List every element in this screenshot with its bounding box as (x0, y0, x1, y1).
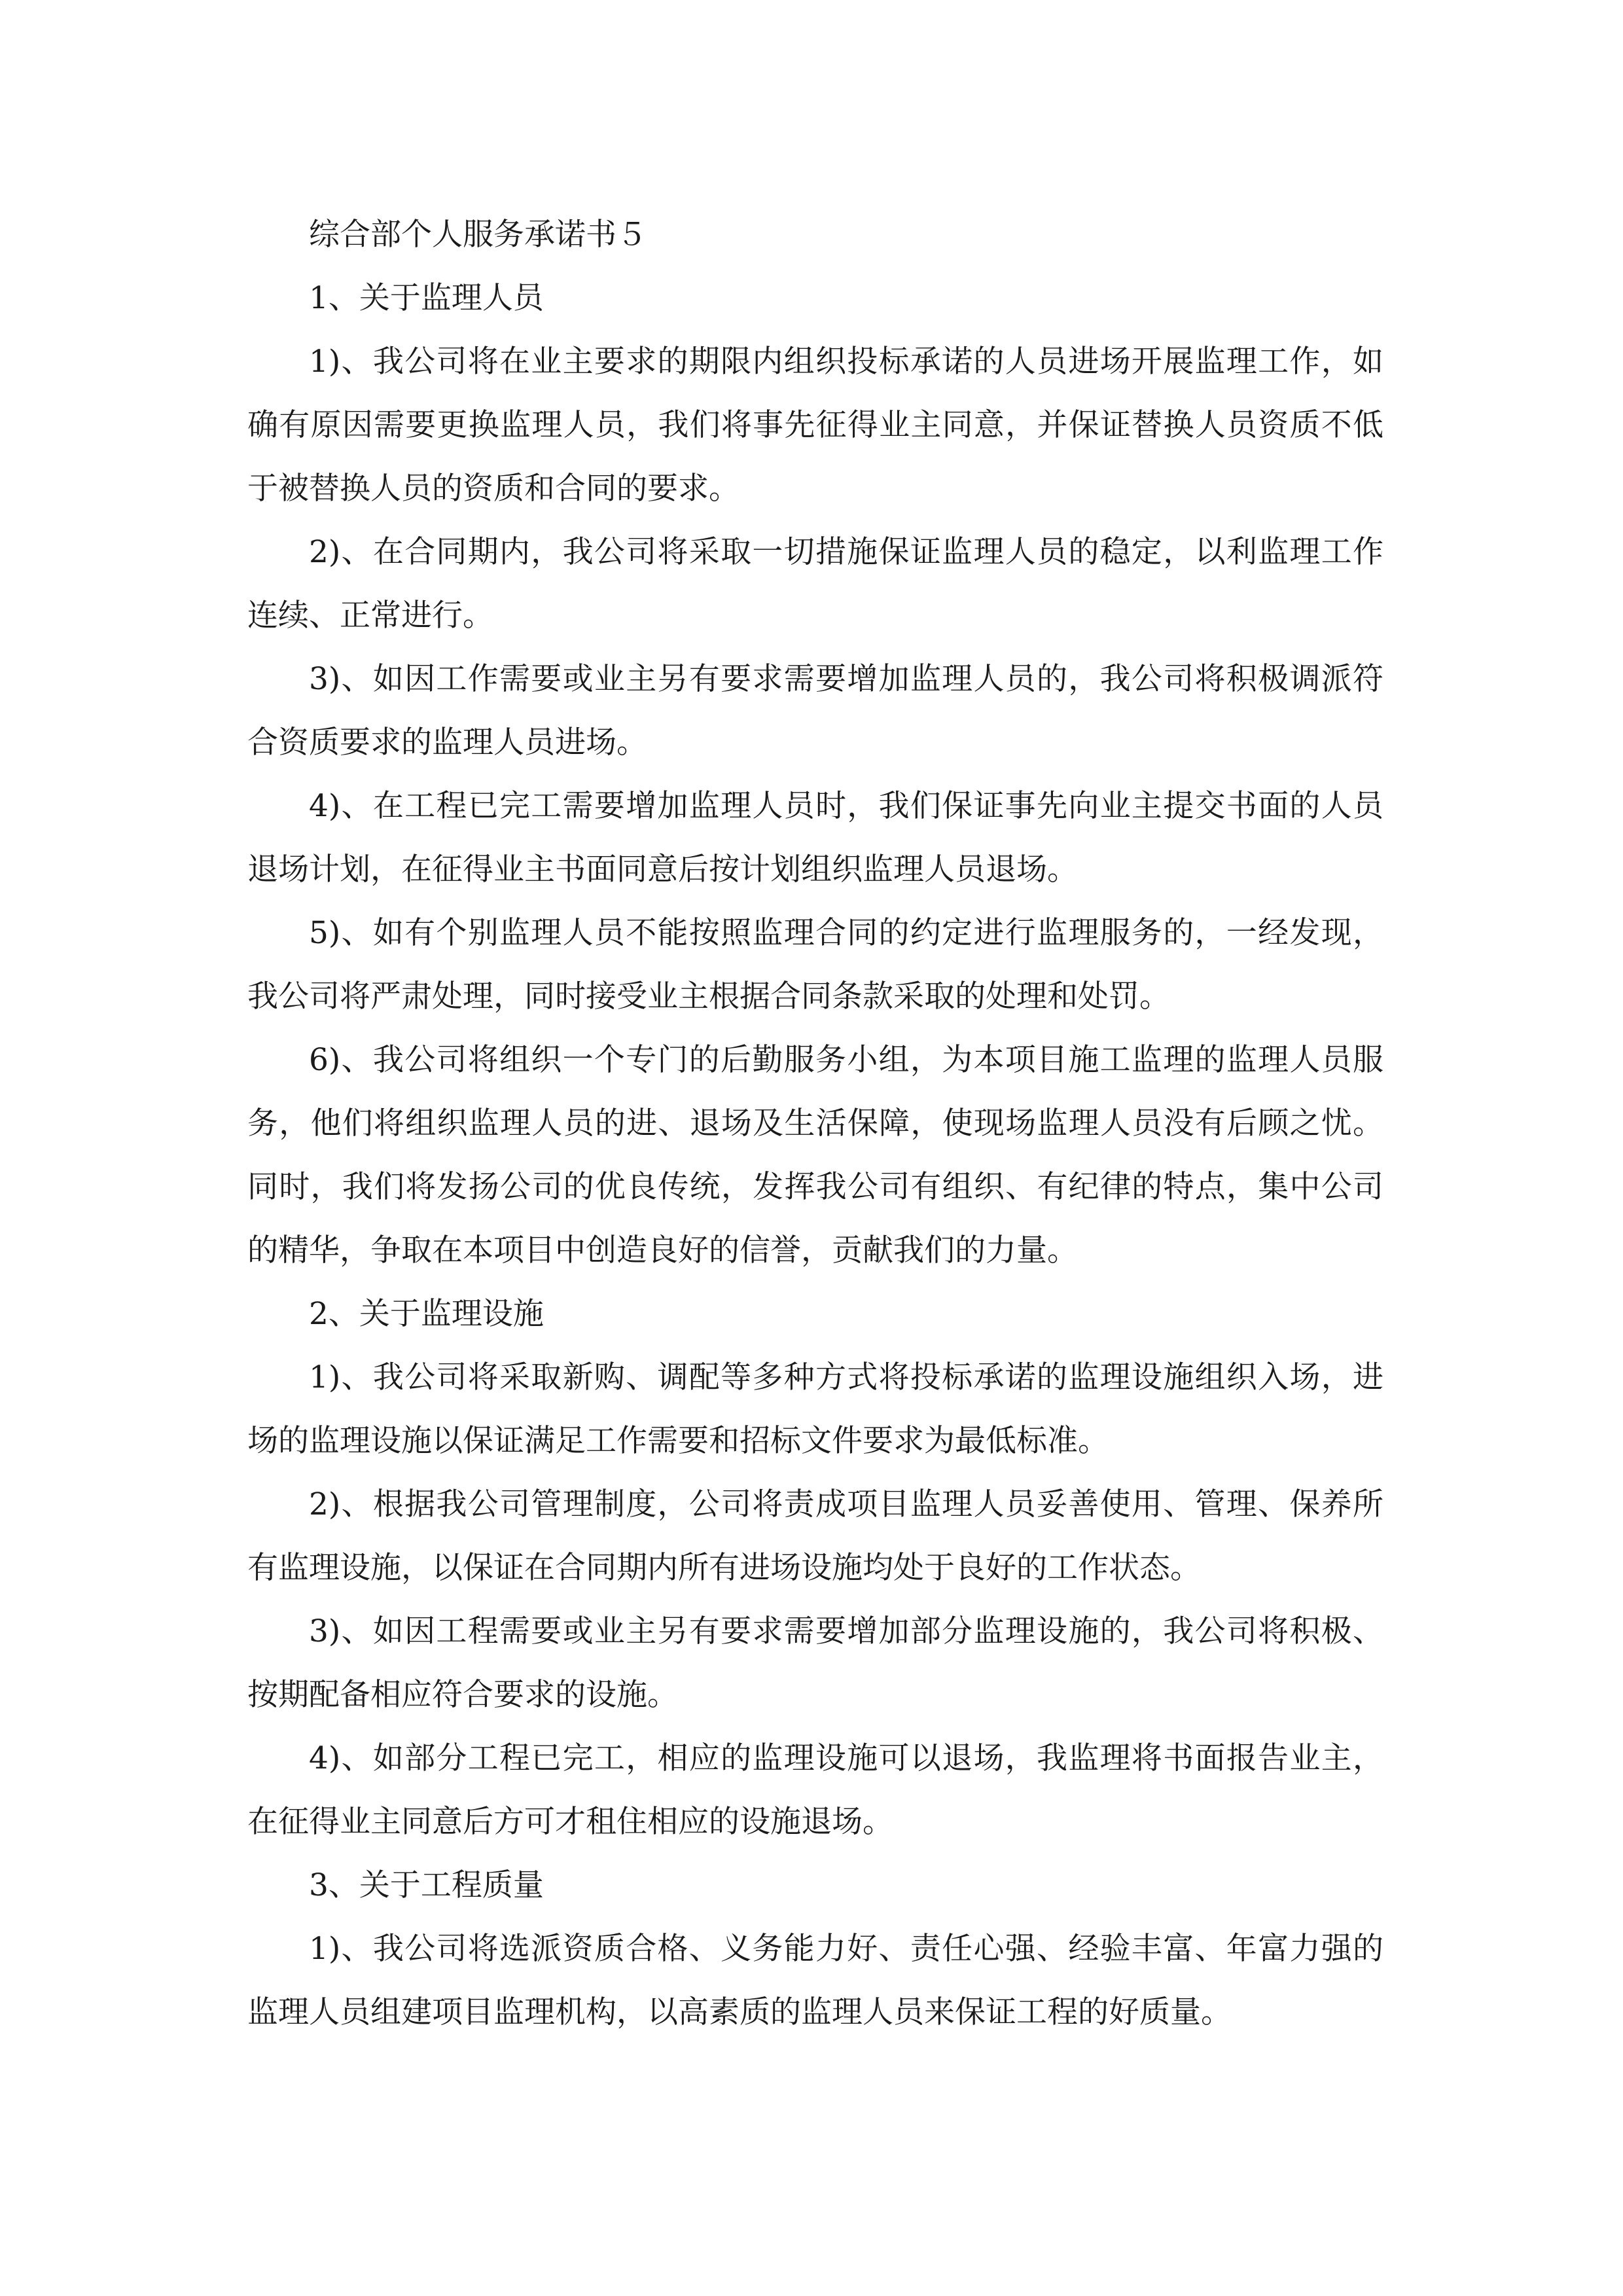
document-title: 综合部个人服务承诺书５ (309, 217, 647, 253)
paragraph: 2)、在合同期内，我公司将采取一切措施保证监理人员的稳定，以利监理工作连续、正常进行。 (247, 534, 1383, 634)
paragraph: 2)、根据我公司管理制度，公司将责成项目监理人员妥善使用、管理、保养所有监理设施，以保证在合同期内所有进场设施均处于良好的工作状态。 (247, 1486, 1383, 1586)
paragraph: 3)、如因工程需要或业主另有要求需要增加部分监理设施的，我公司将积极、按期配备相应符合要求的设施。 (247, 1613, 1383, 1713)
paragraph: 4)、如部分工程已完工，相应的监理设施可以退场，我监理将书面报告业主，在征得业主同意后方可才租住相应的设施退场。 (247, 1740, 1383, 1840)
paragraph: 4)、在工程已完工需要增加监理人员时，我们保证事先向业主提交书面的人员退场计划，在征得业主书面同意后按计划组织监理人员退场。 (247, 788, 1383, 888)
paragraph: 1)、我公司将在业主要求的期限内组织投标承诺的人员进场开展监理工作，如确有原因需要更换监理人员，我们将事先征得业主同意，并保证替换人员资质不低于被替换人员的资质和合同的要求。 (247, 344, 1383, 507)
paragraph: 1)、我公司将采取新购、调配等多种方式将投标承诺的监理设施组织入场，进场的监理设施以保证满足工作需要和招标文件要求为最低标准。 (247, 1359, 1383, 1459)
section-heading-1: 1、关于监理人员 (309, 280, 544, 316)
paragraph: 3)、如因工作需要或业主另有要求需要增加监理人员的，我公司将积极调派符合资质要求的监理人员进场。 (247, 661, 1383, 761)
paragraph: 1)、我公司将选派资质合格、义务能力好、责任心强、经验丰富、年富力强的监理人员组建项目监理机构，以高素质的监理人员来保证工程的好质量。 (247, 1931, 1383, 2030)
section-heading-2: 2、关于监理设施 (309, 1296, 544, 1332)
section-heading-3: 3、关于工程质量 (309, 1867, 544, 1903)
paragraph: 5)、如有个别监理人员不能按照监理合同的约定进行监理服务的，一经发现，我公司将严肃处理，同时接受业主根据合同条款采取的处理和处罚。 (247, 915, 1383, 1014)
document-page (247, 203, 1383, 2044)
paragraph: 6)、我公司将组织一个专门的后勤服务小组，为本项目施工监理的监理人员服务，他们将组织监理人员的进、退场及生活保障，使现场监理人员没有后顾之忧。同时，我们将发扬公司的优良传统，发挥我公司有组织、有纪律的特点，集中公司的精华，争取在本项目中创造良好的信誉，贡献我们的力量。 (247, 1042, 1383, 1268)
